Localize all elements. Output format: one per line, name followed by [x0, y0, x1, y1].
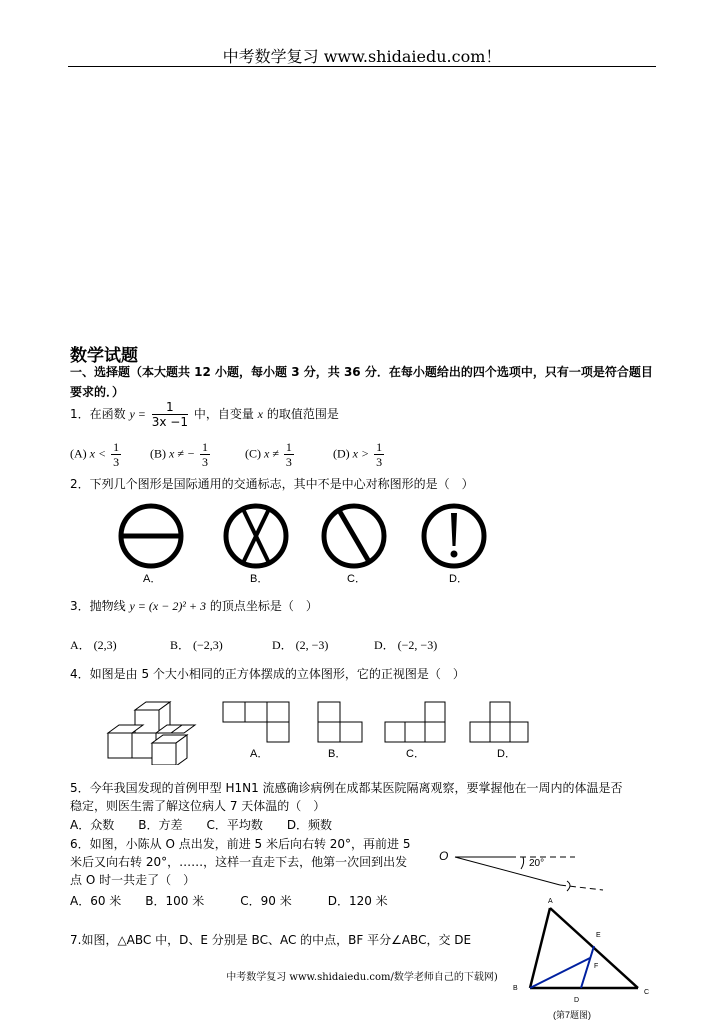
q2-stem: 2．下列几个图形是国际通用的交通标志，其中不是中心对称图形的是（ ） [70, 477, 474, 491]
option-fraction [111, 440, 121, 469]
view-c-icon [385, 702, 445, 742]
q4-stem: 4．如图是由 5 个大小相同的正方体摆成的立体图形，它的正视图是（ ） [70, 667, 465, 681]
header-rule [68, 66, 656, 67]
q3-option-d [374, 636, 437, 653]
q7-label-c: C [644, 989, 650, 996]
option-value: (2, −3) [295, 638, 329, 652]
option-label: B． [170, 638, 191, 652]
option-label: D． [374, 638, 395, 652]
q3-option-a [70, 636, 117, 653]
option-expr: x ≠ − [169, 446, 196, 461]
view-b-icon [318, 702, 362, 742]
q1-option-c [245, 440, 296, 469]
option-fraction [284, 440, 294, 469]
sign-c-icon [324, 506, 384, 566]
option-fraction [374, 440, 384, 469]
q7-label-b: B [513, 985, 518, 992]
page-header: 中考数学复习 www.shidaiedu.com！ [222, 47, 502, 66]
q2-label-b: B． [250, 573, 269, 585]
q6-options: A．60 米 B．100 米 C．90 米 D．120 米 [70, 894, 388, 908]
q1-stem-post: 中，自变量 [193, 407, 254, 421]
option-value: (2,3) [93, 638, 117, 652]
option-expr: x > [352, 446, 370, 461]
q4-label-b: B． [328, 748, 347, 760]
q6-angle-label: 20° [529, 858, 545, 869]
q1-frac-num: 1 [152, 400, 188, 415]
option-label: D． [272, 638, 293, 652]
option-label: (D) [333, 446, 350, 461]
q2-label-c: C． [347, 573, 366, 585]
q7-label-d: D [574, 997, 580, 1004]
option-expr: x ≠ [264, 446, 279, 461]
q1-option-a [70, 440, 123, 469]
sign-b-icon [226, 506, 286, 566]
frac-den: 3 [285, 455, 292, 469]
page-title: 数学试题 [70, 346, 138, 366]
q7-line1: 7.如图，△ABC 中，D、E 分别是 BC、AC 的中点，BF 平分∠ABC，交 DE [70, 933, 472, 947]
q3-expr: y = (x − 2)² + 3 [129, 599, 207, 613]
q6-path-figure [435, 845, 615, 895]
q7-label-f: F [594, 963, 599, 970]
q1-option-b [150, 440, 212, 469]
q6-point-o: O [439, 849, 449, 863]
q6-line2: 米后又向右转 20°，……，这样一直走下去，他第一次回到出发 [70, 855, 408, 869]
q2-label-a: A． [143, 573, 162, 585]
q4-label-a: A． [250, 748, 269, 760]
option-label: (A) [70, 446, 87, 461]
frac-num: 1 [376, 440, 383, 454]
q1-func-y: y = [129, 407, 146, 421]
q4-label-d: D． [497, 748, 516, 760]
option-fraction [200, 440, 210, 469]
section-heading: 一、选择题（本大题共 12 小题，每小题 3 分，共 36 分．在每小题给出的四个选项中，只有一项是符合题目要求的．） [70, 365, 653, 399]
page-footer: 中考数学复习 www.shidaiedu.com/数学老师自己的下载网) [226, 972, 498, 983]
view-d-icon [470, 702, 528, 742]
sign-d-icon [424, 506, 484, 566]
q3-stem [70, 597, 318, 615]
q3-stem-post: 的顶点坐标是（ ） [209, 599, 318, 613]
option-label: (B) [150, 446, 166, 461]
q1-option-d [333, 440, 386, 469]
q1-stem [70, 400, 339, 429]
option-value: (−2, −3) [397, 638, 438, 652]
frac-num: 1 [113, 440, 120, 454]
frac-num: 1 [285, 440, 292, 454]
q2-traffic-signs-figure [110, 498, 500, 590]
frac-den: 3 [376, 455, 383, 469]
q3-stem-pre: 3．抛物线 [70, 599, 126, 613]
q7-caption: (第7题图) [553, 1010, 591, 1020]
q2-label-d: D． [449, 573, 468, 585]
q6-line1: 6．如图，小陈从 O 点出发，前进 5 米后向右转 20°，再前进 5 [70, 837, 411, 851]
option-label: A． [70, 638, 91, 652]
q1-frac-den: 3x −1 [151, 415, 188, 429]
frac-den: 3 [113, 455, 120, 469]
view-a-icon [223, 702, 289, 742]
option-label: (C) [245, 446, 261, 461]
q3-option-c [272, 636, 328, 653]
q4-label-c: C． [406, 748, 425, 760]
q1-stem-end: 的取值范围是 [266, 407, 339, 421]
q1-var: x [257, 407, 263, 421]
option-value: (−2,3) [193, 638, 223, 652]
frac-den: 3 [202, 455, 209, 469]
q1-stem-pre: 1．在函数 [70, 407, 126, 421]
q6-line3: 点 O 时一共走了（ ） [70, 873, 196, 887]
q7-label-e: E [596, 932, 601, 939]
q7-label-a: A [548, 898, 553, 905]
q4-cubes-figure [100, 695, 530, 765]
q7-triangle-figure [505, 892, 655, 1022]
frac-num: 1 [202, 440, 209, 454]
q5-line1: 5．今年我国发现的首例甲型 H1N1 流感确诊病例在成都某医院隔离观察，要掌握他在一周内的体温是否 [70, 781, 623, 795]
q5-options: A．众数 B．方差 C．平均数 D．频数 [70, 818, 333, 832]
q3-option-b [170, 636, 223, 653]
q5-line2: 稳定，则医生需了解这位病人 7 天体温的（ ） [70, 799, 326, 813]
cube-stack-icon [108, 702, 195, 765]
option-expr: x < [89, 446, 107, 461]
sign-a-icon [121, 506, 181, 566]
q1-fraction [152, 400, 188, 429]
